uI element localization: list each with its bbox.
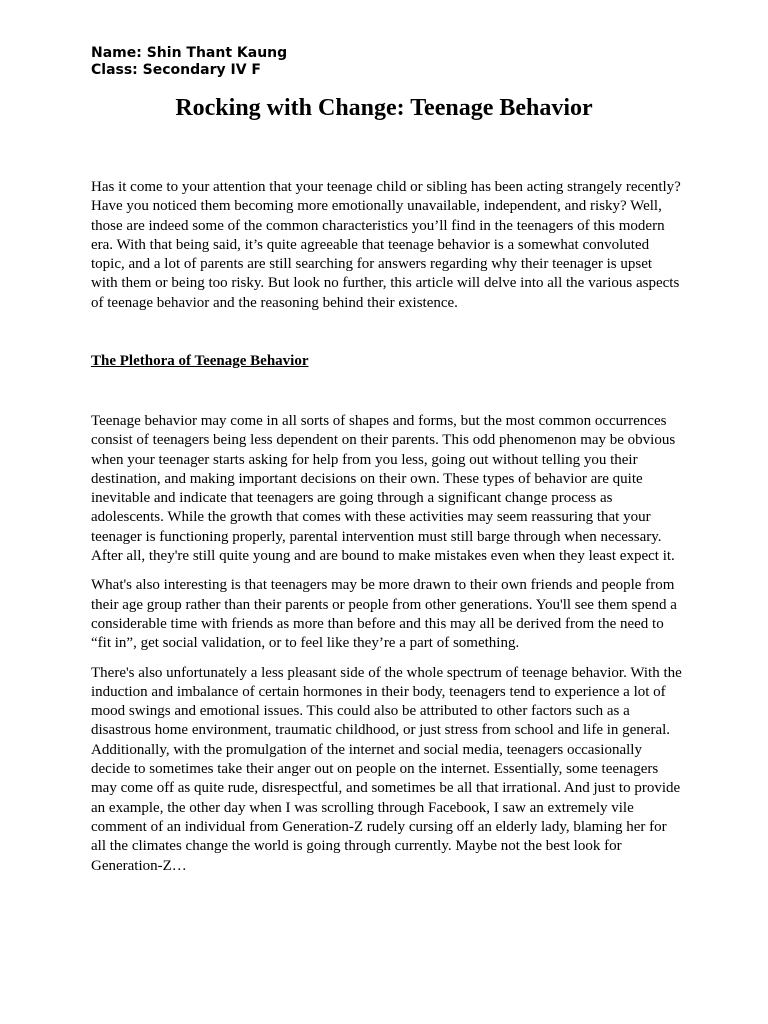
body-paragraph: There's also unfortunately a less pleasant side of the whole spectrum of teenage behavior. With the induction and imbalance of certain hormones in their body, teenagers tend to experience a lot of mood swings and emotional issues. This could also be attributed to other factors such as a disastrous home environment, traumatic childhood, or just stress from school and life in general. Additionally, with the promulgation of the internet and social media, teenagers occasionally decide to sometimes take their anger out on people on the internet. Essentially, some teenagers may come off as quite rude, disrespectful, and sometimes be all that irrational. And just to provide an example, the other day when I was scrolling through Facebook, I saw an extremely vile comment of an individual from Generation-Z rudely cursing off an elderly lady, blaming her for all the climates change the world is going through currently. Maybe not the best look for Generation-Z… [91,664,682,874]
student-class: Class: Secondary IV F [91,62,261,78]
section-heading: The Plethora of Teenage Behavior [91,353,309,369]
body-paragraph: Teenage behavior may come in all sorts of shapes and forms, but the most common occurrences consist of teenagers being less dependent on their parents. This odd phenomenon may be obvious when your teenager starts asking for help from you less, going out without telling you their destination, and making important decisions on their own. These types of behavior are quite inevitable and indicate that teenagers are going through a significant change process as adolescents. While the growth that comes with these activities may seem reassuring that your teenager is functioning properly, parental intervention must still barge through when necessary. After all, they're still quite young and are bound to make mistakes even when they least expect it. [91,413,676,565]
section-body [91,412,683,886]
intro-paragraph: Has it come to your attention that your teenage child or sibling has been acting strangely recently? Have you noticed them becoming more emotionally unavailable, independent, and risky? Well, those are indeed some of the common characteristics you’ll find in the teenagers of this modern era. With that being said, it’s quite agreeable that teenage behavior is a somewhat convoluted topic, and a lot of parents are still searching for answers regarding why their teenager is upset with them or being too risky. But look no further, this article will delve into all the various aspects of teenage behavior and the reasoning behind their existence. [91,179,681,311]
student-name: Name: Shin Thant Kaung [91,45,288,61]
student-info [91,45,287,79]
document-title: Rocking with Change: Teenage Behavior [175,95,593,121]
body-paragraph: What's also interesting is that teenagers may be more drawn to their own friends and people from their age group rather than their parents or people from other generations. You'll see them spend a considerable time with friends as more than before and this may all be derived from the need to “fit in”, get social validation, or to feel like they’re a part of something. [91,577,677,652]
